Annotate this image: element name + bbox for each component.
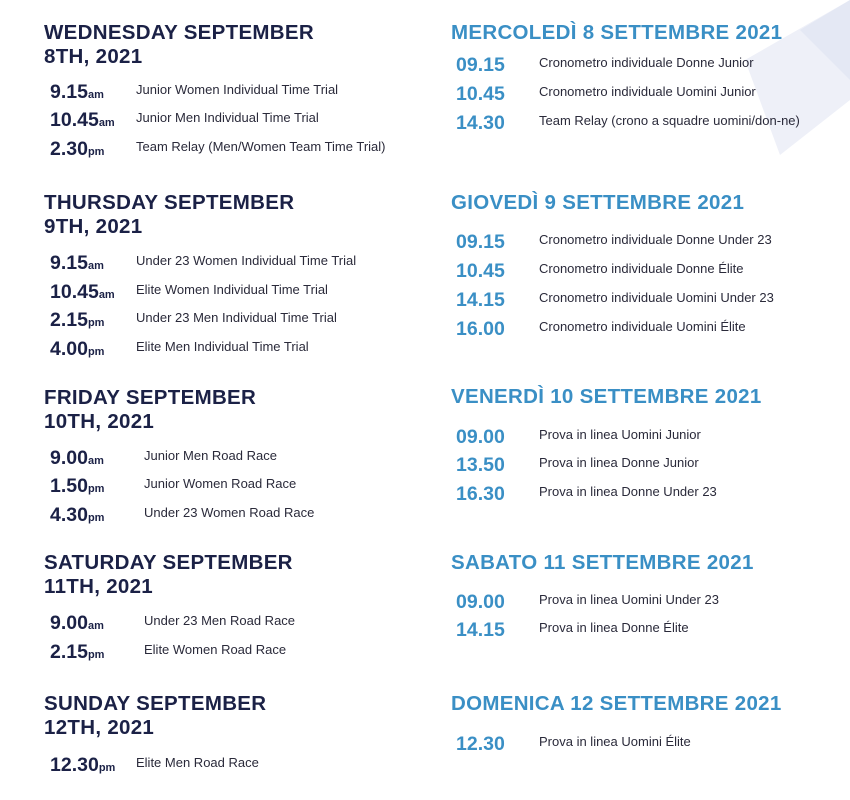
event-time: 9.15am <box>50 81 104 103</box>
event-time: 14.15 <box>456 289 505 311</box>
day-title: SABATO 11 SETTEMBRE 2021 <box>451 551 754 574</box>
day-block-sunday <box>44 692 434 776</box>
event-name: Elite Men Individual Time Trial <box>136 339 309 354</box>
event-time: 10.45 <box>456 83 505 105</box>
day-title <box>44 386 434 434</box>
ampm-suffix: am <box>98 117 115 129</box>
event-time: 12.30 <box>456 733 505 755</box>
event-time: 13.50 <box>456 454 505 476</box>
event-time: 9.15am <box>50 252 104 274</box>
event-name: Elite Women Road Race <box>144 642 287 657</box>
day-title-line-2: 10TH, 2021 <box>44 410 155 433</box>
event-name: Cronometro individuale Uomini Under 23 <box>539 290 774 305</box>
event-name: Prova in linea Donne Junior <box>539 455 699 470</box>
event-time: 4.30pm <box>50 504 105 526</box>
event-name: Under 23 Men Individual Time Trial <box>136 310 337 325</box>
event-name: Prova in linea Uomini Élite <box>539 734 691 749</box>
day-title-line-1: THURSDAY SEPTEMBER <box>44 191 295 214</box>
event-time: 2.15pm <box>50 641 105 663</box>
event-name: Prova in linea Uomini Junior <box>539 427 701 442</box>
day-title-line-2: 11TH, 2021 <box>44 575 153 598</box>
event-time: 16.00 <box>456 318 505 340</box>
event-name: Prova in linea Donne Élite <box>539 620 689 635</box>
event-time: 16.30 <box>456 483 505 505</box>
ampm-suffix: pm <box>87 317 105 329</box>
day-block-thursday <box>44 191 434 360</box>
ampm-suffix: am <box>87 260 104 272</box>
event-time: 09.00 <box>456 591 505 613</box>
event-time: 14.15 <box>456 619 505 641</box>
ampm-suffix: am <box>98 289 115 301</box>
event-name: Cronometro individuale Uomini Élite <box>539 319 746 334</box>
ampm-suffix: am <box>87 455 104 467</box>
day-title: VENERDÌ 10 SETTEMBRE 2021 <box>451 385 762 408</box>
day-title <box>44 21 434 69</box>
day-title: DOMENICA 12 SETTEMBRE 2021 <box>451 692 782 715</box>
day-title-line-1: SUNDAY SEPTEMBER <box>44 692 267 715</box>
day-block-sabato <box>451 551 846 641</box>
event-time: 10.45am <box>50 281 115 303</box>
day-title-line-2: 12TH, 2021 <box>44 716 155 739</box>
day-title-line-1: FRIDAY SEPTEMBER <box>44 386 257 409</box>
event-name: Elite Women Individual Time Trial <box>136 282 328 297</box>
day-block-domenica <box>451 692 846 755</box>
ampm-suffix: pm <box>98 762 116 774</box>
day-block-saturday <box>44 551 434 663</box>
event-time: 1.50pm <box>50 475 105 497</box>
event-name: Junior Men Individual Time Trial <box>136 110 319 125</box>
day-block-wednesday <box>44 21 434 160</box>
event-time: 10.45 <box>456 260 505 282</box>
event-name: Cronometro individuale Donne Élite <box>539 261 744 276</box>
day-title <box>44 551 434 599</box>
ampm-suffix: am <box>87 620 104 632</box>
day-title-line-2: 8TH, 2021 <box>44 45 143 68</box>
event-name: Junior Women Individual Time Trial <box>136 82 339 97</box>
day-block-giovedi <box>451 191 846 340</box>
event-name: Under 23 Men Road Race <box>144 613 296 628</box>
event-time: 10.45am <box>50 109 115 131</box>
event-time: 14.30 <box>456 112 505 134</box>
day-title: GIOVEDÌ 9 SETTEMBRE 2021 <box>451 191 745 214</box>
day-title-line-1: SATURDAY SEPTEMBER <box>44 551 293 574</box>
event-time: 12.30pm <box>50 754 116 776</box>
event-time: 2.15pm <box>50 309 105 331</box>
day-title-line-1: WEDNESDAY SEPTEMBER <box>44 21 314 44</box>
event-name: Cronometro individuale Uomini Junior <box>539 84 756 99</box>
ampm-suffix: pm <box>87 649 105 661</box>
event-name: Elite Men Road Race <box>136 755 259 770</box>
day-block-venerdi <box>451 385 846 505</box>
event-name: Cronometro individuale Donne Junior <box>539 55 754 70</box>
ampm-suffix: am <box>87 89 104 101</box>
ampm-suffix: pm <box>87 512 105 524</box>
event-name: Junior Men Road Race <box>144 448 277 463</box>
event-time: 4.00pm <box>50 338 105 360</box>
event-name: Under 23 Women Road Race <box>144 505 315 520</box>
day-title <box>44 692 434 740</box>
ampm-suffix: pm <box>87 483 105 495</box>
event-name: Junior Women Road Race <box>144 476 297 491</box>
day-title <box>44 191 434 239</box>
day-title-line-2: 9TH, 2021 <box>44 215 143 238</box>
event-name: Prova in linea Uomini Under 23 <box>539 592 719 607</box>
event-name: Team Relay (Men/Women Team Time Trial) <box>136 139 386 154</box>
event-time: 09.00 <box>456 426 505 448</box>
ampm-suffix: pm <box>87 146 105 158</box>
event-time: 2.30pm <box>50 138 105 160</box>
event-time: 9.00am <box>50 447 104 469</box>
event-name: Team Relay (crono a squadre uomini/don-ne) <box>539 113 800 128</box>
event-name: Prova in linea Donne Under 23 <box>539 484 717 499</box>
event-name: Under 23 Women Individual Time Trial <box>136 253 357 268</box>
day-block-friday <box>44 386 434 526</box>
event-time: 09.15 <box>456 54 505 76</box>
day-block-mercoledi <box>451 21 846 134</box>
event-name: Cronometro individuale Donne Under 23 <box>539 232 772 247</box>
event-time: 09.15 <box>456 231 505 253</box>
day-title: MERCOLEDÌ 8 SETTEMBRE 2021 <box>451 21 783 44</box>
event-time: 9.00am <box>50 612 104 634</box>
ampm-suffix: pm <box>87 346 105 358</box>
